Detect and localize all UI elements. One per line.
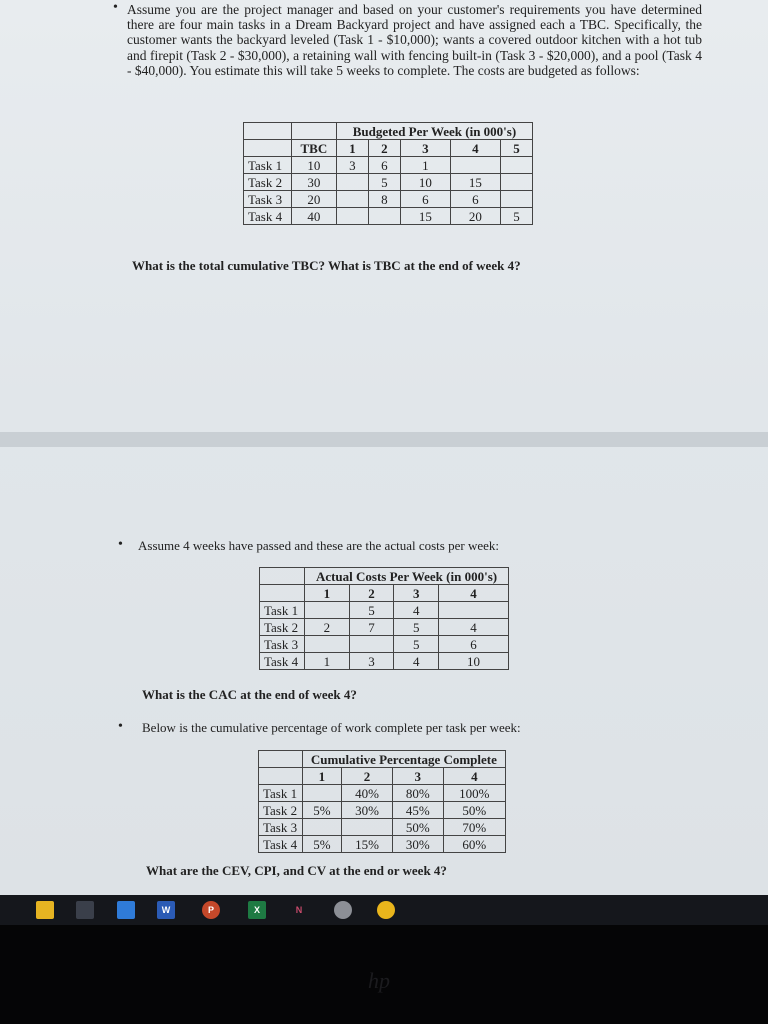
cell: 6 xyxy=(450,191,500,208)
cell: 20 xyxy=(450,208,500,225)
cell: 2 xyxy=(305,619,350,636)
cell xyxy=(336,191,368,208)
cell: 5% xyxy=(302,802,341,819)
cell: 6 xyxy=(439,636,509,653)
tbc-value: 10 xyxy=(291,157,336,174)
cell: 4 xyxy=(439,619,509,636)
cell xyxy=(342,819,393,836)
cell: 5 xyxy=(500,208,532,225)
row-label: Task 2 xyxy=(259,802,303,819)
row-label: Task 3 xyxy=(244,191,292,208)
powerpoint-icon[interactable]: P xyxy=(202,901,220,919)
cell: 6 xyxy=(368,157,400,174)
cell xyxy=(336,208,368,225)
cell: 80% xyxy=(392,785,443,802)
cell xyxy=(302,785,341,802)
cell: 3 xyxy=(349,653,394,670)
cev-question: What are the CEV, CPI, and CV at the end or week 4? xyxy=(146,863,447,878)
table-row xyxy=(259,819,506,836)
cell: 15% xyxy=(342,836,393,853)
document-page-1 xyxy=(0,0,768,432)
cell xyxy=(305,636,350,653)
cell: 1 xyxy=(305,653,350,670)
page-gap xyxy=(0,432,768,447)
cell xyxy=(439,602,509,619)
table-row xyxy=(244,208,533,225)
snip-icon[interactable] xyxy=(334,901,352,919)
week-header: 1 xyxy=(305,585,350,602)
week-header: 4 xyxy=(450,140,500,157)
row-label: Task 1 xyxy=(260,602,305,619)
table-row xyxy=(260,636,509,653)
cell: 5 xyxy=(394,619,439,636)
week-header: 1 xyxy=(336,140,368,157)
bullet: • xyxy=(113,0,118,15)
actual-costs-table xyxy=(259,567,509,670)
row-label: Task 2 xyxy=(260,619,305,636)
budget-table-title: Budgeted Per Week (in 000's) xyxy=(336,123,532,140)
cac-question: What is the CAC at the end of week 4? xyxy=(142,687,357,702)
cell xyxy=(500,157,532,174)
cell: 5 xyxy=(368,174,400,191)
cell xyxy=(450,157,500,174)
cell xyxy=(349,636,394,653)
onenote-icon[interactable]: N xyxy=(295,905,303,915)
cell: 30% xyxy=(392,836,443,853)
week-header: 1 xyxy=(302,768,341,785)
taskbar xyxy=(0,895,768,925)
table-row xyxy=(259,836,506,853)
row-label: Task 1 xyxy=(244,157,292,174)
week-header: 2 xyxy=(368,140,400,157)
word-icon[interactable]: W xyxy=(157,901,175,919)
cell: 50% xyxy=(392,819,443,836)
tbc-value: 30 xyxy=(291,174,336,191)
row-label: Task 1 xyxy=(259,785,303,802)
week-header: 5 xyxy=(500,140,532,157)
percent-table-title: Cumulative Percentage Complete xyxy=(302,751,505,768)
week-header: 3 xyxy=(400,140,450,157)
cell: 15 xyxy=(400,208,450,225)
row-label: Task 3 xyxy=(260,636,305,653)
week-header: 3 xyxy=(394,585,439,602)
table-row xyxy=(244,174,533,191)
table-row xyxy=(260,602,509,619)
explorer-icon[interactable] xyxy=(36,901,54,919)
row-label: Task 4 xyxy=(244,208,292,225)
table-row xyxy=(260,619,509,636)
bullet: • xyxy=(118,719,123,734)
cell: 3 xyxy=(336,157,368,174)
cell xyxy=(500,191,532,208)
week-header: 4 xyxy=(443,768,505,785)
cell: 40% xyxy=(342,785,393,802)
cell: 5 xyxy=(394,636,439,653)
cell: 45% xyxy=(392,802,443,819)
week-header: 2 xyxy=(342,768,393,785)
cell xyxy=(302,819,341,836)
cell: 5% xyxy=(302,836,341,853)
table-row xyxy=(259,785,506,802)
row-label: Task 4 xyxy=(259,836,303,853)
percent-complete-table xyxy=(258,750,506,853)
cell: 4 xyxy=(394,653,439,670)
cell xyxy=(336,174,368,191)
actual-costs-intro: Assume 4 weeks have passed and these are the actual costs per week: xyxy=(138,538,499,553)
row-label: Task 3 xyxy=(259,819,303,836)
document-page-2 xyxy=(0,447,768,887)
tbc-question: What is the total cumulative TBC? What is TBC at the end of week 4? xyxy=(132,258,521,273)
row-label: Task 4 xyxy=(260,653,305,670)
excel-icon[interactable]: X xyxy=(248,901,266,919)
cell: 30% xyxy=(342,802,393,819)
store-icon[interactable] xyxy=(76,901,94,919)
cell: 60% xyxy=(443,836,505,853)
week-header: 3 xyxy=(392,768,443,785)
table-row xyxy=(244,157,533,174)
table-row xyxy=(260,653,509,670)
cell: 10 xyxy=(439,653,509,670)
table-row xyxy=(259,802,506,819)
cell: 7 xyxy=(349,619,394,636)
hp-logo: hp xyxy=(368,968,390,993)
cell: 10 xyxy=(400,174,450,191)
mail-icon[interactable] xyxy=(117,901,135,919)
table-row xyxy=(244,191,533,208)
cell: 8 xyxy=(368,191,400,208)
cell: 5 xyxy=(349,602,394,619)
actual-table-title: Actual Costs Per Week (in 000's) xyxy=(305,568,509,585)
week-header: 4 xyxy=(439,585,509,602)
chrome-icon[interactable] xyxy=(377,901,395,919)
budget-table xyxy=(243,122,533,225)
cell: 70% xyxy=(443,819,505,836)
cell: 50% xyxy=(443,802,505,819)
percent-complete-intro: Below is the cumulative percentage of work complete per task per week: xyxy=(142,720,521,735)
cell: 1 xyxy=(400,157,450,174)
cell: 15 xyxy=(450,174,500,191)
intro-paragraph: Assume you are the project manager and based on your customer's requirements you have determined there are four main tasks in a Dream Backyard project and have assigned each a TBC. Specifically, the customer wants the backyard leveled (Task 1 - $10,000); wants a covered outdoor kitchen with a hot tub and firepit (Task 2 - $30,000), a retaining wall with fencing built-in (Task 3 - $20,000), and a pool (Task 4 - $40,000). You estimate this will take 5 weeks to complete. The costs are budgeted as follows: xyxy=(127,2,702,78)
tbc-value: 20 xyxy=(291,191,336,208)
cell xyxy=(368,208,400,225)
cell: 4 xyxy=(394,602,439,619)
cell xyxy=(305,602,350,619)
bullet: • xyxy=(118,537,123,552)
tbc-value: 40 xyxy=(291,208,336,225)
tbc-header: TBC xyxy=(291,140,336,157)
row-label: Task 2 xyxy=(244,174,292,191)
cell: 100% xyxy=(443,785,505,802)
cell: 6 xyxy=(400,191,450,208)
cell xyxy=(500,174,532,191)
week-header: 2 xyxy=(349,585,394,602)
